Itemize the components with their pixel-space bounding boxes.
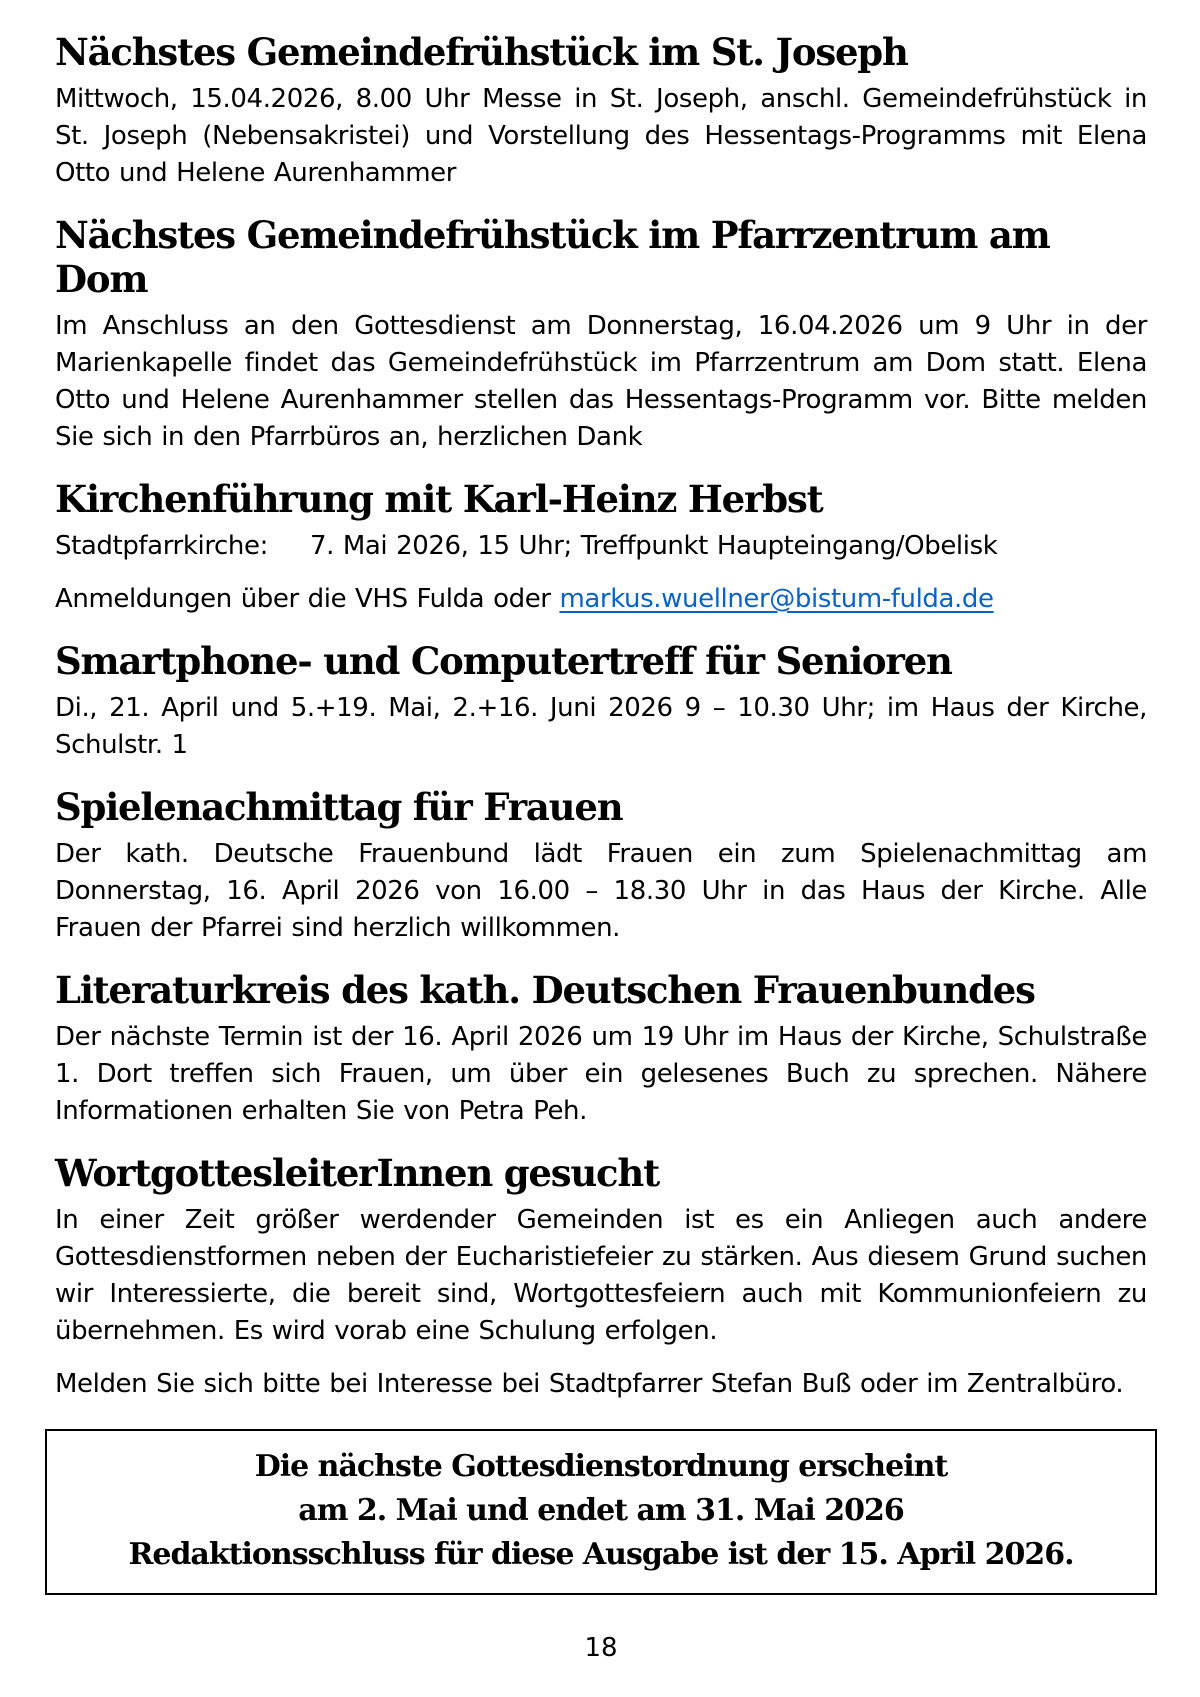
section-wortgottesleiter xyxy=(55,1151,1147,1403)
section-heading: Nächstes Gemeindefrühstück im St. Joseph xyxy=(55,30,908,74)
schedule-line xyxy=(55,528,1147,565)
section-spielenachmittag xyxy=(55,785,1147,947)
page-number: 18 xyxy=(584,1633,618,1663)
section-heading: Nächstes Gemeindefrühstück im Pfarrzentrum am Dom xyxy=(55,213,1050,301)
section-literaturkreis xyxy=(55,968,1147,1130)
tab-spacer xyxy=(268,553,310,554)
section-smartphone-computertreff xyxy=(55,639,1147,764)
section-paragraph: Der nächste Termin ist der 16. April 2026 um 19 Uhr im Haus der Kirche, Schulstraße 1. Dort treffen sich Frauen, um über ein gelesenes Buch zu sprechen. Nähere Informationen erhalten Sie von Petra Peh. xyxy=(55,1022,1147,1126)
section-paragraph: In einer Zeit größer werdender Gemeinden ist es ein Anliegen auch andere Gottesdienstformen neben der Eucharistiefeier zu stärken. Aus diesem Grund suchen wir Interessierte, die bereit sind, Wortgottesfeiern auch mit Kommunionfeiern zu übernehmen. Es wird vorab eine Schulung erfolgen. xyxy=(55,1205,1147,1346)
notice-line: Redaktionsschluss für diese Ausgabe ist der 15. April 2026. xyxy=(128,1537,1074,1572)
section-paragraph: Melden Sie sich bitte bei Interesse bei Stadtpfarrer Stefan Buß oder im Zentralbüro. xyxy=(55,1369,1124,1399)
notice-box xyxy=(45,1429,1157,1595)
section-heading: Kirchenführung mit Karl-Heinz Herbst xyxy=(55,477,823,521)
section-heading: WortgottesleiterInnen gesucht xyxy=(55,1151,659,1195)
section-paragraph: Di., 21. April und 5.+19. Mai, 2.+16. Juni 2026 9 – 10.30 Uhr; im Haus der Kirche, Schulstr. 1 xyxy=(55,693,1147,760)
page-footer xyxy=(55,1633,1147,1663)
notice-line: am 2. Mai und endet am 31. Mai 2026 xyxy=(298,1493,904,1528)
notice-line: Die nächste Gottesdienstordnung erscheint xyxy=(254,1449,948,1484)
section-paragraph: Im Anschluss an den Gottesdienst am Donnerstag, 16.04.2026 um 9 Uhr in der Marienkapelle findet das Gemeindefrühstück im Pfarrzentrum am Dom statt. Elena Otto und Helene Aurenhammer stellen das Hessentags-Programm vor. Bitte melden Sie sich in den Pfarrbüros an, herzlichen Dank xyxy=(55,311,1147,452)
section-gemeindefruehstueck-pfarrzentrum xyxy=(55,213,1147,456)
registration-line xyxy=(55,581,1147,618)
section-heading: Spielenachmittag für Frauen xyxy=(55,785,623,829)
schedule-label: Stadtpfarrkirche: xyxy=(55,531,268,561)
section-kirchenfuehrung xyxy=(55,477,1147,618)
section-paragraph: Der kath. Deutsche Frauenbund lädt Frauen ein zum Spielenachmittag am Donnerstag, 16. April 2026 von 16.00 – 18.30 Uhr in das Haus der Kirche. Alle Frauen der Pfarrei sind herzlich willkommen. xyxy=(55,839,1147,943)
section-gemeindefruehstueck-st-joseph xyxy=(55,30,1147,192)
section-heading: Literaturkreis des kath. Deutschen Frauenbundes xyxy=(55,968,1035,1012)
schedule-value: 7. Mai 2026, 15 Uhr; Treffpunkt Haupteingang/Obelisk xyxy=(309,531,998,561)
section-paragraph: Mittwoch, 15.04.2026, 8.00 Uhr Messe in St. Joseph, anschl. Gemeindefrühstück in St. Joseph (Nebensakristei) und Vorstellung des Hessentags-Programms mit Elena Otto und Helene Aurenhammer xyxy=(55,84,1147,188)
email-link[interactable]: markus.wuellner@bistum-fulda.de xyxy=(559,584,994,614)
registration-text: Anmeldungen über die VHS Fulda oder xyxy=(55,584,560,614)
section-heading: Smartphone- und Computertreff für Senioren xyxy=(55,639,952,683)
